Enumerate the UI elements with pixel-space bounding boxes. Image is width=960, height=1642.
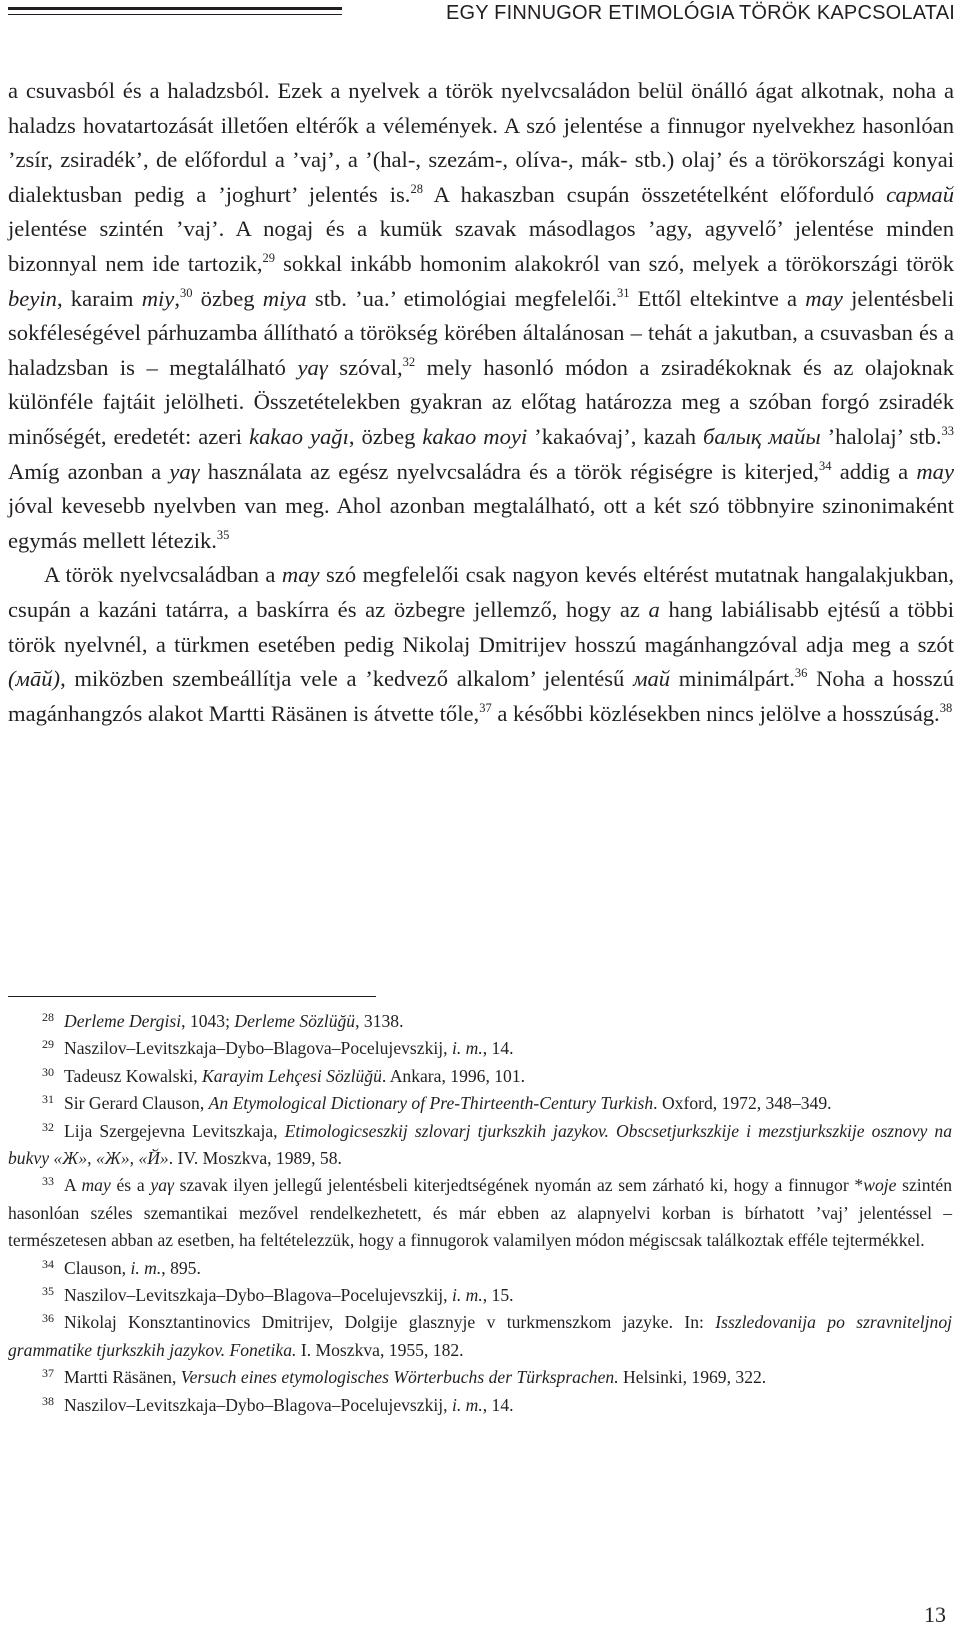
footnote-text: Martti Räsänen, (64, 1367, 181, 1388)
footnote-text: , 15. (482, 1285, 514, 1306)
footnote-ref[interactable]: 31 (616, 285, 630, 300)
text-run: Ettől eltekintve a (629, 285, 806, 311)
paragraph-1 (8, 74, 954, 558)
footnote-29 (8, 1035, 952, 1062)
footnote-text: szintén hasonlóan széles szemantikai mezővel rendelkezhetett, és már ebben az alapnyelvi korban is bírhatott ’vaj’ jelentéssel – természetesen abban az esetben, ha feltételezzük, hogy a finnugorok valamilyen módon mégiscsak találkoztak efféle tejtermékkel. (8, 1175, 952, 1251)
footnote-text: , 14. (482, 1394, 514, 1415)
italic-term: сармай (886, 181, 954, 207)
footnote-35 (8, 1282, 952, 1309)
footnote-text: . Oxford, 1972, 348–349. (653, 1093, 832, 1114)
text-run: addig a (831, 458, 917, 484)
text-run: , (174, 285, 180, 311)
footnote-text: , 1043; (181, 1011, 235, 1031)
italic-term: (мāй) (8, 666, 61, 692)
text-run: hang labiálisabb ejtésű a többi török nyelvnél, a türkmen esetében pedig Nikolaj Dmitrijev hosszú magánhangzóval adja meg a szót (8, 596, 954, 657)
italic-term: балық майы (703, 423, 821, 449)
text-run: sokkal inkább homonim alakokról van szó, melyek a törökországi török (275, 250, 954, 276)
footnote-text: és a (110, 1175, 151, 1196)
footnote-italic: Derleme Sözlüğü (234, 1011, 356, 1031)
text-run: , miközben szembeállítja vele a ’kedvező alkalom’ jelentésű (60, 666, 634, 692)
footnotes (8, 1008, 952, 1419)
footnote-ref[interactable]: 33 (941, 423, 954, 438)
footnote-ref[interactable]: 29 (262, 250, 276, 265)
footnote-text: Lija Szergejevna Levitszkaja, (64, 1120, 285, 1141)
footnote-italic: i. m. (451, 1285, 483, 1306)
running-title: EGY FINNUGOR ETIMOLÓGIA TÖRÖK KAPCSOLATAI (445, 2, 955, 24)
footnote-text: Tadeusz Kowalski, (64, 1065, 203, 1086)
footnote-italic: Isszledovanija po szravniteljnoj grammatike tjurkszkih jazykov. Fonetika. (8, 1312, 953, 1360)
footnote-37 (8, 1364, 952, 1391)
footnote-36 (8, 1309, 952, 1364)
footnote-italic: i. m. (451, 1394, 483, 1415)
footnote-ref[interactable]: 38 (939, 700, 953, 715)
text-run: szó megfelelői csak nagyon kevés eltérést mutatnak hangalakjukban, csupán a kazáni tatárra, a baskírra és az özbegre jellemző, hogy az (8, 562, 955, 622)
text-run: jelentése szintén ’vaj’. A nogaj és a kumük szavak másodlagos ’agy, agyvelő’ jelentése minden bizonnyal nem ide tartozik, (8, 216, 954, 276)
footnote-ref[interactable]: 34 (819, 458, 832, 473)
footnote-text: , 3138. (355, 1011, 404, 1031)
text-run: mely hasonló módon a zsiradékoknak és az olajoknak különféle fajtáit jelölheti. Összetételekben gyakran az előtag határozza meg a szóban forgó zsiradék minőségét, eredetét: azeri (8, 354, 954, 449)
footnote-text: Clauson, (64, 1257, 131, 1278)
paragraph-2 (8, 558, 954, 731)
italic-term: kakao moyi (422, 423, 528, 449)
footnote-34 (8, 1255, 952, 1282)
footnote-number: 34 (42, 1256, 54, 1271)
text-run: Noha a hosszú magánhangzós alakot Martti Räsänen is átvette tőle, (8, 666, 954, 726)
text-run: használata az egész nyelvcsaládra és a török régiségre is kiterjed, (199, 458, 820, 484)
text-run: , karaim (56, 285, 142, 311)
footnote-number: 33 (42, 1174, 54, 1189)
footnote-italic: i. m. (130, 1257, 162, 1278)
text-run: Amíg azonban a (8, 458, 170, 484)
text-run: a csuvasból és a haladzsból. Ezek a nyelvek a török nyelvcsaládon belül önálló ágat alkotnak, noha a haladzs hovatartozását illetően eltérők a vélemények. A szó jelentése a finnugor nyelvekhez hasonlóan ’zsír, zsiradék’, de előfordul a ’vaj’, a ’(hal-, szezám-, olíva-, mák- stb.) olaj’ és a törökországi konyai dialektusban pedig a ’joghurt’ jelentés is. (8, 78, 954, 207)
footnote-text: Helsinki, 1969, 322. (618, 1367, 767, 1388)
italic-term: a (648, 596, 660, 622)
footnote-number: 31 (42, 1092, 54, 1107)
footnote-32 (8, 1118, 952, 1173)
footnote-text: , 895. (161, 1257, 201, 1278)
footnote-number: 32 (42, 1119, 54, 1134)
footnote-ref[interactable]: 36 (794, 666, 808, 681)
italic-term: may (281, 562, 320, 588)
footnote-number: 38 (42, 1393, 54, 1408)
italic-term: miy (141, 285, 175, 311)
text-run: ’kakaóvaj’, kazah (527, 423, 704, 449)
italic-term: yaγ (297, 354, 328, 380)
text-run: jóval kevesebb nyelvben van meg. Ahol azonban megtalálható, ott a két szó többnyire szinonimaként egymás mellett létezik. (8, 493, 954, 553)
footnote-italic: An Etymological Dictionary of Pre-Thirteenth-Century Turkish (208, 1093, 654, 1114)
text-run: szóval, (327, 354, 403, 380)
italic-term: beyin (8, 285, 57, 311)
italic-term: yaγ (169, 458, 200, 484)
footnote-number: 35 (42, 1284, 54, 1299)
footnote-text: Nikolaj Konsztantinovics Dmitrijev, Dolgije glasznyje v turkmenszkom jazyke. In: (64, 1312, 716, 1333)
footnote-ref[interactable]: 28 (410, 181, 423, 196)
footnote-number: 30 (42, 1064, 54, 1079)
text-run: stb. ’ua.’ etimológiai megfelelői. (306, 285, 617, 311)
footnote-italic: i. m. (451, 1038, 483, 1059)
footnote-italic: Versuch eines etymologisches Wörterbuchs der Türksprachen. (180, 1367, 619, 1388)
footnote-separator (8, 996, 376, 997)
footnote-text: Naszilov–Levitszkaja–Dybo–Blagova–Pocelujevszkij, (64, 1285, 452, 1306)
footnote-italic: yaγ (150, 1175, 174, 1196)
text-run: A török nyelvcsaládban a (44, 562, 282, 588)
text-run: ’halolaj’ stb. (820, 423, 942, 449)
header-rule-thin (8, 14, 342, 15)
footnote-text: . IV. Moszkva, 1989, 58. (168, 1148, 342, 1169)
footnote-number: 36 (42, 1311, 54, 1326)
italic-term: may (805, 285, 843, 311)
footnote-number: 29 (42, 1037, 54, 1052)
italic-term: kakao yağı (249, 423, 349, 449)
footnote-30 (8, 1063, 952, 1090)
footnote-ref[interactable]: 30 (179, 285, 193, 300)
footnote-number: 37 (42, 1366, 54, 1381)
footnote-text: Naszilov–Levitszkaja–Dybo–Blagova–Pocelujevszkij, (64, 1038, 452, 1059)
footnote-text: A (64, 1175, 82, 1196)
text-run: minimálpárt. (670, 666, 795, 692)
footnote-italic: woje (863, 1175, 897, 1196)
footnote-italic: may (81, 1175, 111, 1196)
footnote-text: Naszilov–Levitszkaja–Dybo–Blagova–Pocelujevszkij, (64, 1394, 452, 1415)
footnote-ref[interactable]: 32 (402, 354, 416, 369)
footnote-31 (8, 1090, 952, 1117)
footnote-38 (8, 1392, 952, 1419)
text-run: özbeg (192, 285, 263, 311)
footnote-italic: Derleme Dergisi (64, 1011, 182, 1031)
footnote-text: . Ankara, 1996, 101. (381, 1065, 526, 1086)
footnote-ref[interactable]: 37 (479, 700, 492, 715)
footnote-33 (8, 1172, 952, 1254)
running-header (0, 0, 960, 34)
text-run: a későbbi közlésekben nincs jelölve a hosszúság. (491, 700, 940, 726)
header-rule-thick (8, 7, 342, 10)
footnote-text: , 14. (482, 1038, 514, 1059)
footnote-text: szavak ilyen jellegű jelentésbeli kiterjedtségének nyomán az sem zárható ki, hogy a finnugor * (173, 1175, 864, 1196)
main-text (8, 74, 954, 731)
text-run: , özbeg (348, 423, 423, 449)
text-run: A hakaszban csupán összetételként előforduló (422, 181, 887, 207)
footnote-28 (8, 1008, 952, 1035)
page-number: 13 (924, 1602, 946, 1627)
text-run: jelentésbeli sokféleségével párhuzamba állítható a törökség körében általánosan – tehát a jakutban, a csuvasban és a haladzsban is – megtalálható (8, 285, 954, 380)
italic-term: май (633, 666, 671, 692)
italic-term: miya (262, 285, 307, 311)
italic-term: may (916, 458, 954, 484)
footnote-text: Sir Gerard Clauson, (64, 1093, 209, 1114)
footnote-italic: Etimologicseszkij szlovarj tjurkszkih jazykov. Obscsetjurkszkije i mezstjurkszkije osznovy na bukvy «Ж», «Ж», «Й» (8, 1120, 952, 1169)
footnote-text: I. Moszkva, 1955, 182. (296, 1339, 464, 1360)
footnote-ref[interactable]: 35 (216, 527, 230, 542)
footnote-italic: Karayim Lehçesi Sözlüğü (202, 1065, 382, 1086)
footnote-number: 28 (42, 1010, 54, 1024)
